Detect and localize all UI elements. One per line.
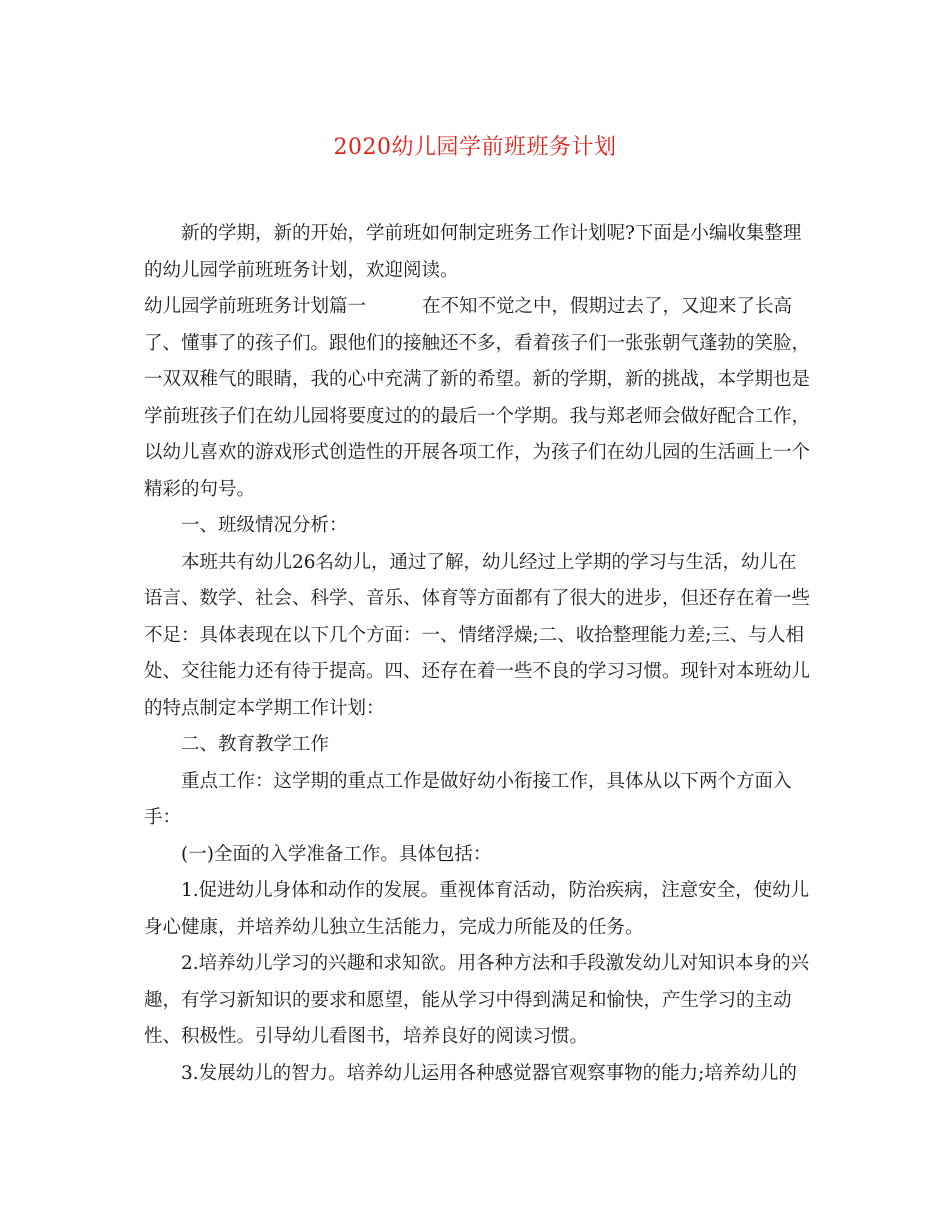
focus-paragraph: 重点工作：这学期的重点工作是做好幼小衔接工作，具体从以下两个方面入手： [144, 770, 792, 828]
list-item-2: 2.培养幼儿学习的兴趣和求知欲。用各种方法和手段激发幼儿对知识本身的兴趣，有学习新知识的要求和愿望，能从学习中得到满足和愉快，产生学习的主动性、积极性。引导幼儿看图书，培养良好的阅读习惯。 [144, 953, 810, 1047]
opening-paragraph [144, 289, 814, 508]
section-heading: 幼儿园学前班班务计划篇一 [144, 296, 367, 317]
document-title: 2020幼儿园学前班班务计划 [333, 135, 617, 160]
list-item-3: 3.发展幼儿的智力。培养幼儿运用各种感觉器官观察事物的能力;培养幼儿的 [181, 1062, 797, 1084]
list-item-1: 1.促进幼儿身体和动作的发展。重视体育活动，防治疾病，注意安全，使幼儿身心健康，并培养幼儿独立生活能力，完成力所能及的任务。 [144, 880, 810, 938]
document-body [144, 216, 814, 1092]
class-analysis-paragraph: 本班共有幼儿26名幼儿，通过了解，幼儿经过上学期的学习与生活，幼儿在语言、数学、社会、科学、音乐、体育等方面都有了很大的进步，但还存在着一些不足：具体表现在以下几个方面：一、情绪浮燥;二、收拾整理能力差;三、与人相处、交往能力还有待于提高。四、还存在着一些不良的学习习惯。现针对本班幼儿的特点制定本学期工作计划： [144, 551, 811, 719]
intro-paragraph: 新的学期，新的开始，学前班如何制定班务工作计划呢?下面是小编收集整理的幼儿园学前班班务计划，欢迎阅读。 [144, 223, 802, 281]
heading-class-analysis: 一、班级情况分析： [181, 515, 348, 536]
sub-heading-preparation: (一)全面的入学准备工作。具体包括： [181, 843, 492, 865]
heading-education-work: 二、教育教学工作 [181, 734, 330, 755]
opening-text: 在不知不觉之中，假期过去了，又迎来了长高了、懂事了的孩子们。跟他们的接触还不多，看着孩子们一张张朝气蓬勃的笑脸，一双双稚气的眼睛，我的心中充满了新的希望。新的学期，新的挑战，本学期也是学前班孩子们在幼儿园将要度过的的最后一个学期。我与郑老师会做好配合工作，以幼儿喜欢的游戏形式创造性的开展各项工作，为孩子们在幼儿园的生活画上一个精彩的句号。 [144, 296, 811, 500]
